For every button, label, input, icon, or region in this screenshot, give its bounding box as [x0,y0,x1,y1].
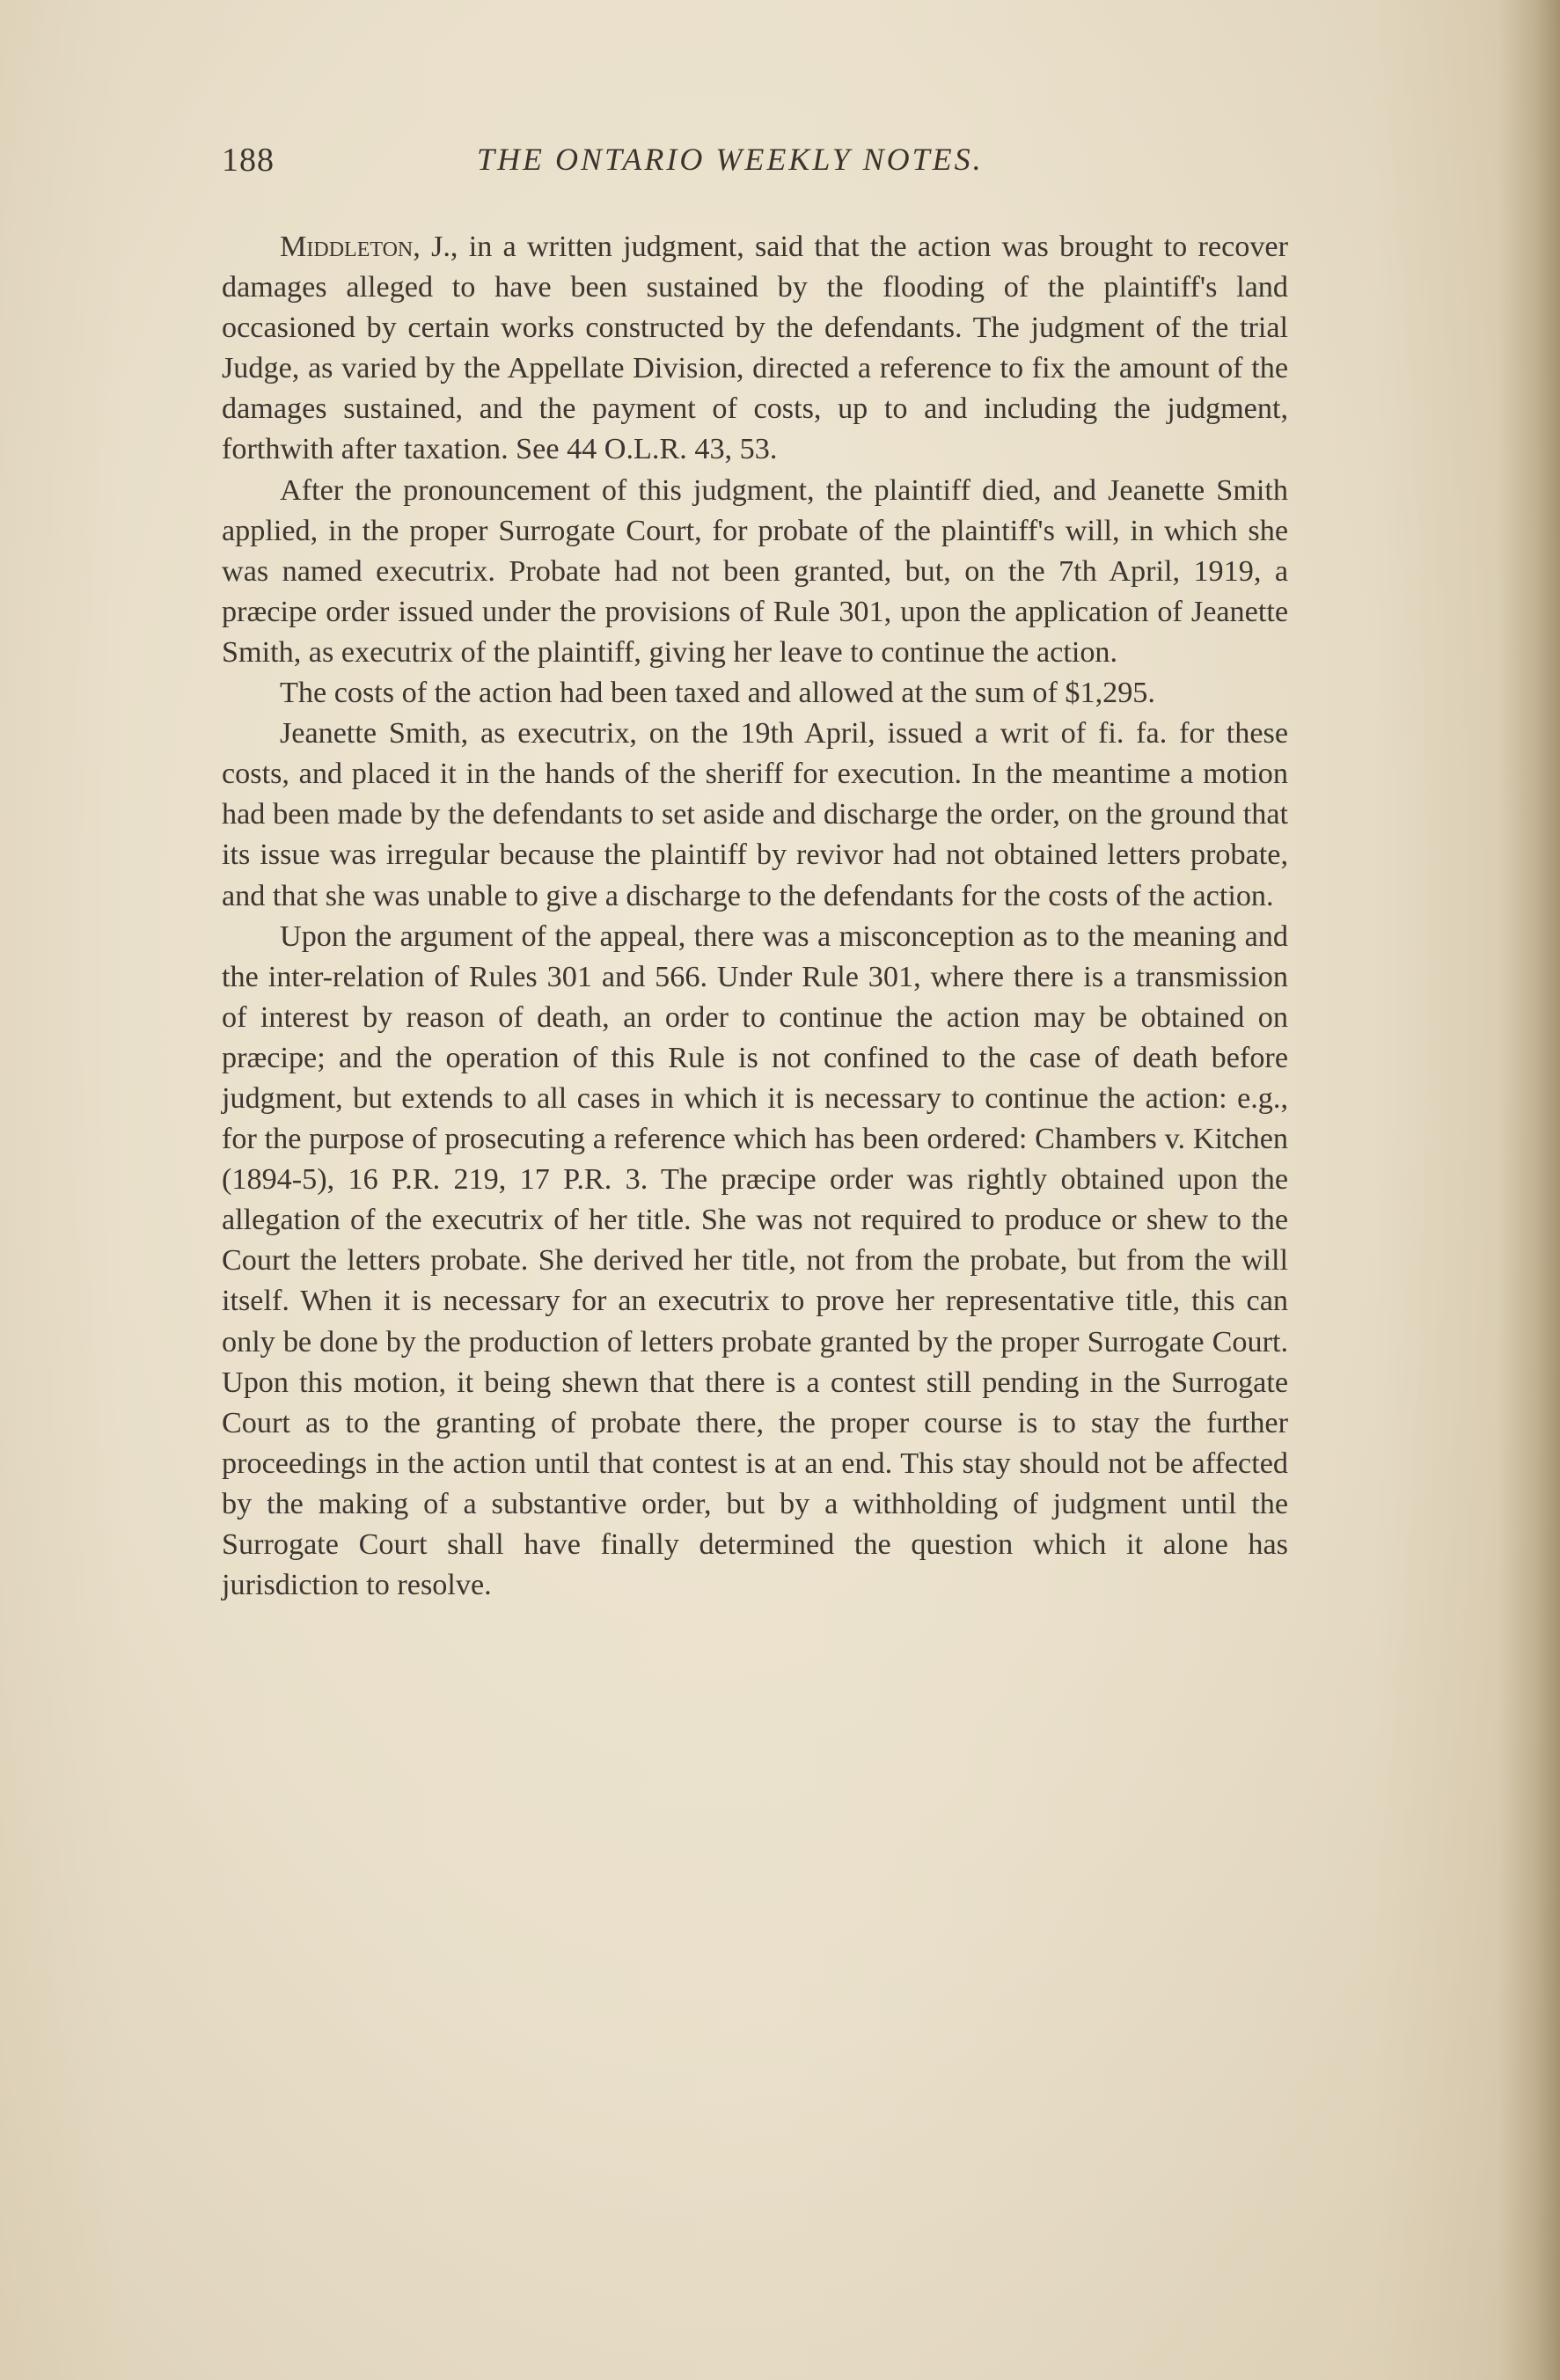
paragraph-3: The costs of the action had been taxed and allowed at the sum of $1,295. [280,677,1155,710]
body-text [222,227,1288,1606]
page-header [222,141,1295,194]
page-number: 188 [222,142,275,179]
paragraph-5: Upon the argument of the appeal, there was a misconception as to the meaning and the inter-relation of Rules 301 and 566. Under Rule 301, where there is a transmission of interest by reason of death, an order to continue the action may be obtained on præcipe; and the operation of this Rule is not confined to the case of death before judgment, but extends to all cases in which it is necessary to continue the action: e.g., for the purpose of prosecuting a reference which has been ordered: Chambers v. Kitchen (1894-5), 16 P.R. 219, 17 P.R. 3. The præcipe order was rightly obtained upon the allegation of the executrix of her title. She was not required to produce or shew to the Court the letters probate. She derived her title, not from the probate, but from the will itself. When it is necessary for an executrix to prove her representative title, this can only be done by the production of letters probate granted by the proper Surrogate Court. Upon this motion, it being shewn that there is a contest still pending in the Surrogate Court as to the granting of probate there, the proper course is to stay the further proceedings in the action until that contest is at an end. This stay should not be affected by the making of a substantive order, but by a withholding of judgment until the Surrogate Court shall have finally determined the question which it alone has jurisdiction to resolve. [222,919,1288,1602]
paragraph-1 [222,227,1288,471]
judge-name: Middleton [280,231,414,263]
running-head: THE ONTARIO WEEKLY NOTES. [477,142,984,177]
paragraph-1-text: , J., in a written judgment, said that the action was brought to recover damages alleged to have been sustained by the flooding of the plaintiff's land occasioned by certain works constructed by the defendants. The judgment of the trial Judge, as varied by the Appellate Division, directed a reference to fix the amount of the damages sustained, and the payment of costs, up to and including the judgment, forthwith after taxation. See 44 O.L.R. 43, 53. [222,231,1288,466]
paragraph-2: After the pronouncement of this judgment, the plaintiff died, and Jeanette Smith applied, in the proper Surrogate Court, for probate of the plaintiff's will, in which she was named executrix. Probate had not been granted, but, on the 7th April, 1919, a præcipe order issued under the provisions of Rule 301, upon the application of Jeanette Smith, as executrix of the plaintiff, giving her leave to continue the action. [222,473,1288,669]
paragraph-4: Jeanette Smith, as executrix, on the 19th April, issued a writ of fi. fa. for these costs, and placed it in the hands of the sheriff for execution. In the meantime a motion had been made by the defendants to set aside and discharge the order, on the ground that its issue was irregular because the plaintiff by revivor had not obtained letters probate, and that she was unable to give a discharge to the defendants for the costs of the action. [222,717,1288,912]
